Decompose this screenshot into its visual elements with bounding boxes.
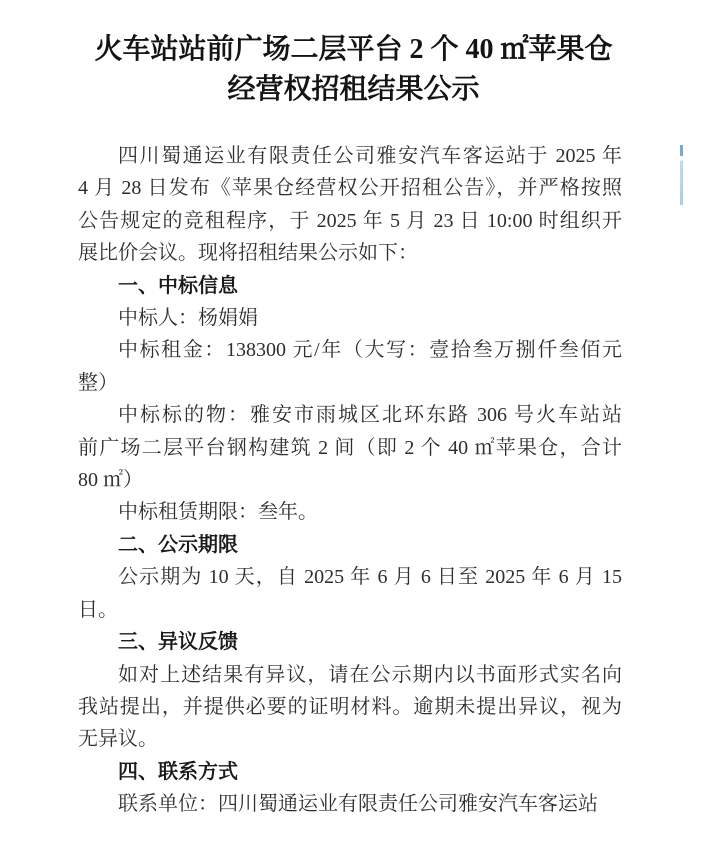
body-line: 无异议。 — [78, 728, 158, 751]
body-line: 我站提出，并提供必要的证明材料。逾期未提出异议，视为 — [78, 695, 622, 718]
document-title — [0, 30, 707, 110]
section-heading-contact-info: 四、联系方式 — [118, 760, 238, 783]
body-line-winner: 中标人：杨娟娟 — [118, 307, 258, 330]
body-line: 展比价会议。现将招租结果公示如下： — [78, 242, 418, 265]
document-body — [78, 140, 622, 821]
body-line: 4 月 28 日发布《苹果仓经营权公开招租公告》，并严格按照 — [78, 177, 622, 200]
section-heading-objection-feedback: 三、异议反馈 — [118, 631, 238, 654]
body-line-lease-term: 中标租赁期限：叁年。 — [118, 501, 318, 524]
body-line-rent: 中标租金：138300 元/年（大写：壹拾叁万捌仟叁佰元 — [118, 339, 622, 362]
body-line-subject: 中标标的物：雅安市雨城区北环东路 306 号火车站站 — [118, 404, 622, 427]
scan-artifact-line — [680, 145, 683, 205]
body-line: 公告规定的竞租程序，于 2025 年 5 月 23 日 10:00 时组织开 — [78, 209, 622, 232]
body-line: 前广场二层平台钢构建筑 2 间（即 2 个 40 ㎡苹果仓，合计 — [78, 436, 622, 459]
body-line: 80 ㎡） — [78, 469, 143, 492]
title-line-1: 火车站站前广场二层平台 2 个 40 ㎡苹果仓 — [94, 34, 613, 65]
body-line: 如对上述结果有异议，请在公示期内以书面形式实名向 — [118, 663, 622, 686]
body-line-contact-unit: 联系单位：四川蜀通运业有限责任公司雅安汽车客运站 — [118, 793, 598, 816]
body-line: 整） — [78, 371, 118, 394]
section-heading-bid-info: 一、中标信息 — [118, 274, 238, 297]
title-line-2: 经营权招租结果公示 — [227, 74, 480, 105]
body-line-period: 公示期为 10 天，自 2025 年 6 月 6 日至 2025 年 6 月 15 — [118, 566, 622, 589]
body-line: 日。 — [78, 598, 118, 621]
section-heading-publicity-period: 二、公示期限 — [118, 533, 238, 556]
body-line: 四川蜀通运业有限责任公司雅安汽车客运站于 2025 年 — [118, 145, 622, 167]
